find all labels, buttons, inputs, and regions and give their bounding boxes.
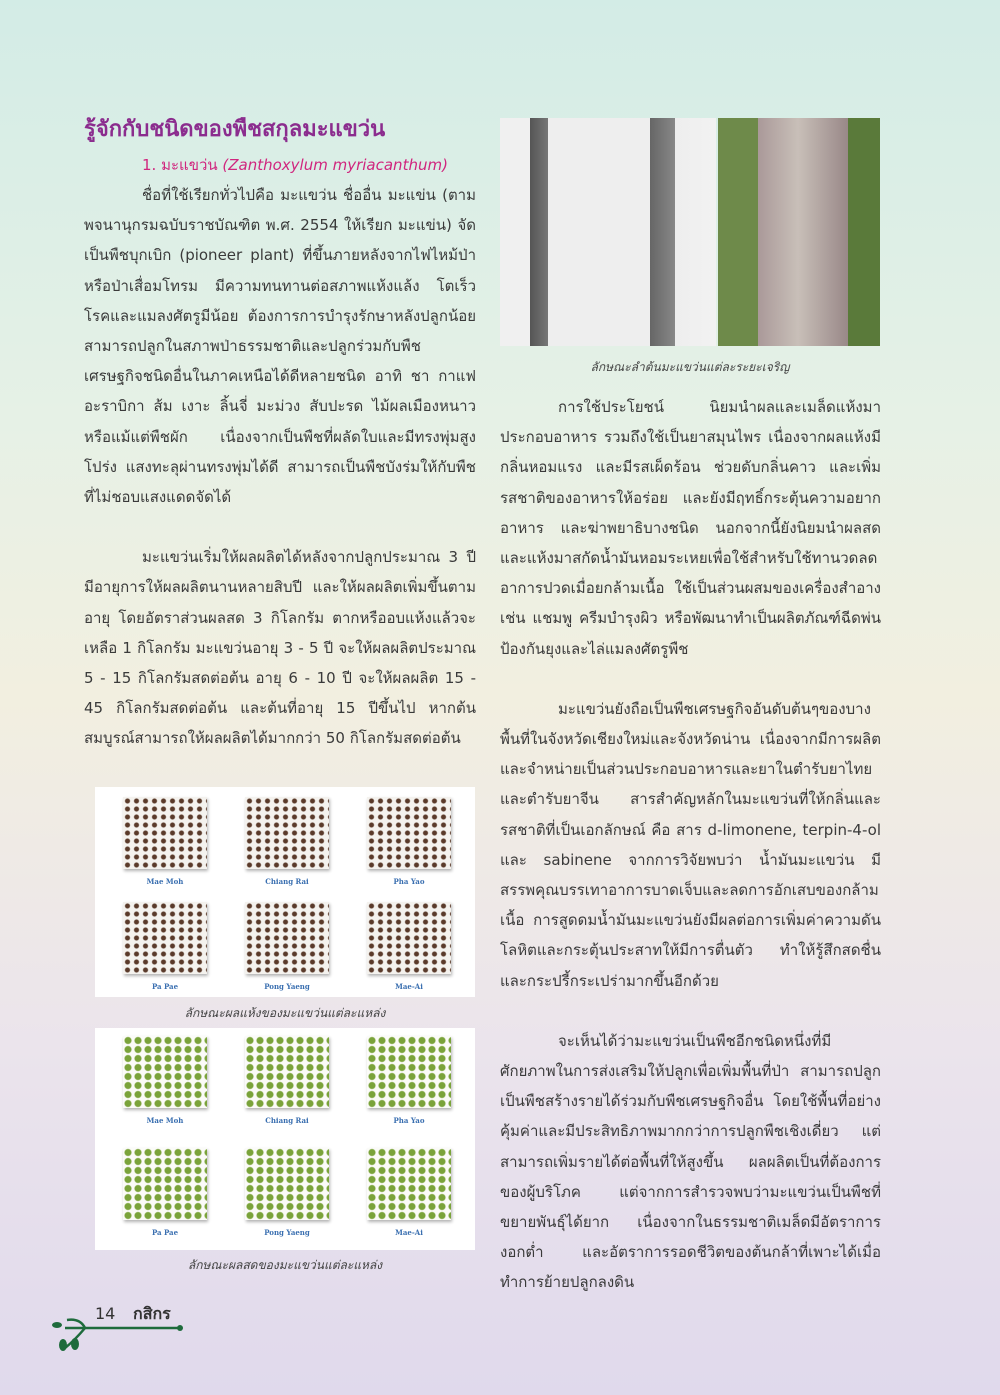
fruit-sample-photo xyxy=(245,1036,329,1108)
species-subheading xyxy=(84,150,476,180)
source-label: Mae Moh xyxy=(146,877,184,886)
source-label: Mae-Ai xyxy=(395,982,423,991)
paragraph: การใช้ประโยชน์ นิยมนำผลและเมล็ดแห้งมาประกอบอาหาร รวมถึงใช้เป็นยาสมุนไพร เนื่องจากผลแห้งมีกลิ่นหอมแรง และมีรสเผ็ดร้อน ช่วยดับกลิ่นคาว และเพิ่มรสชาติของอาหารให้อร่อย และยังมีฤทธิ์กระตุ้นความอยากอาหาร และฆ่าพยาธิบางชนิด นอกจากนี้ยังนิยมนำผลสดและแห้งมาสกัดน้ำมันหอมระเหยเพื่อใช้สำหรับใช้ทานวดลดอาการปวดเมื่อยกล้ามเนื้อ ใช้เป็นส่วนผสมของเครื่องสำอาง เช่น แชมพู ครีมบำรุงผิว หรือพัฒนาทำเป็นผลิตภัณฑ์ฉีดพ่นป้องกันยุงและไล่แมลงศัตรูพืช xyxy=(500,398,881,658)
paragraph: มะแขว่นยังถือเป็นพืชเศรษฐกิจอันดับต้นๆของบางพื้นที่ในจังหวัดเชียงใหม่และจังหวัดน่าน เนื่องจากมีการผลิตและจำหน่ายเป็นส่วนประกอบอาหารและยาในตำรับยาไทยและตำรับยาจีน สารสำคัญหลักในมะแขว่นที่ให้กลิ่นและรสชาติที่เป็นเอกลักษณ์ คือ สาร d-limonene, terpin-4-ol และ sabinene จากการวิจัยพบว่า น้ำมันมะแขว่น มีสรรพคุณบรรเทาอาการบาดเจ็บและลดการอักเสบของกล้ามเนื้อ การสูดดมน้ำมันมะแขว่นยังมีผลต่อการเพิ่มค่าความดันโลหิตและกระตุ้นประสาทให้มีการตื่นตัว ทำให้รู้สึกสดชื่นและกระปรี้กระเปร่ามากขึ้นอีกด้วย xyxy=(500,699,881,990)
paragraph: ชื่อที่ใช้เรียกทั่วไปคือ มะแขว่น ชื่ออื่น มะแข่น (ตามพจนานุกรมฉบับราชบัณฑิต พ.ศ. 2554 ให้เรียก มะแข่น) จัดเป็นพืชบุกเบิก (pioneer plant) ที่ขึ้นภายหลังจากไฟไหม้ป่าหรือป่าเสื่อมโทรม มีความทนทานต่อสภาพแห้งแล้ง โตเร็ว โรคและแมลงศัตรูมีน้อย ต้องการการบำรุงรักษาหลังปลูกน้อย สามารถปลูกในสภาพป่าธรรมชาติและปลูกร่วมกับพืชเศรษฐกิจชนิดอื่นในภาคเหนือได้ดีหลายชนิด อาทิ ชา กาแฟอะราบิกา ส้ม เงาะ ลิ้นจี่ มะม่วง สับปะรด ไม้ผลเมืองหนาว หรือแม้แต่พืชผัก เนื่องจากเป็นพืชที่ผลัดใบและมีทรงพุ่มสูงโปร่ง แสงทะลุผ่านทรงพุ่มได้ดี สามารถเป็นพืชบังร่มให้กับพืชที่ไม่ชอบแสงแดดจัดได้ xyxy=(84,186,476,507)
page-number: 14 xyxy=(95,1304,116,1323)
trunk-photos xyxy=(500,118,880,346)
page-footer xyxy=(45,1300,185,1355)
paragraph: จะเห็นได้ว่ามะแขว่นเป็นพืชอีกชนิดหนึ่งที่มีศักยภาพในการส่งเสริมให้ปลูกเพื่อเพิ่มพื้นที่ป่า สามารถปลูกเป็นพืชสร้างรายได้ร่วมกับพืชเศรษฐกิจอื่น โดยใช้พื้นที่อย่างคุ้มค่าและมีประสิทธิภาพมากกว่าการปลูกพืชเชิงเดี่ยว แต่สามารถเพิ่มรายได้ต่อพื้นที่ให้สูงขึ้น ผลผลิตเป็นที่ต้องการของผู้บริโภค แต่จากการสำรวจพบว่ามะแขว่นเป็นพืชที่ขยายพันธุ์ได้ยาก เนื่องจากในธรรมชาติเมล็ดมีอัตราการงอกต่ำ และอัตราการรอดชีวิตของต้นกล้าที่เพาะได้เมื่อทำการย้ายปลูกลงดิน xyxy=(500,1031,881,1292)
fruit-sample-photo xyxy=(367,902,451,974)
trunk-spikes-photo xyxy=(718,118,880,346)
stem-sketch-photo xyxy=(500,118,716,346)
fresh-fruit-caption: ลักษณะผลสดของมะแขว่นแต่ละแหล่ง xyxy=(187,1258,383,1272)
dry-fruit-figure xyxy=(95,787,475,997)
fruit-sample-photo xyxy=(123,902,207,974)
source-label: Mae Moh xyxy=(146,1116,184,1125)
source-label: Pa Pae xyxy=(151,982,179,991)
fruit-sample-photo xyxy=(367,797,451,869)
source-label: Pa Pae xyxy=(151,1228,179,1237)
left-column xyxy=(84,112,476,754)
fruit-sample-photo xyxy=(123,1036,207,1108)
source-label: Pha Yao xyxy=(393,1116,425,1125)
fruit-sample-photo xyxy=(245,797,329,869)
scientific-name: (Zanthoxylum myriacanthum) xyxy=(222,156,448,174)
fruit-sample-photo xyxy=(245,1148,329,1220)
trunk-caption: ลักษณะลำต้นมะแขว่นแต่ละระยะเจริญ xyxy=(590,360,790,374)
fruit-sample-photo xyxy=(367,1148,451,1220)
source-label: Mae-Ai xyxy=(395,1228,423,1237)
fresh-fruit-figure xyxy=(95,1028,475,1250)
paragraph: มะแขว่นเริ่มให้ผลผลิตได้หลังจากปลูกประมาณ 3 ปี มีอายุการให้ผลผลิตนานหลายสิบปี และให้ผลผลิตเพิ่มขึ้นตามอายุ โดยอัตราส่วนผลสด 3 กิโลกรัม ตากหรืออบแห้งแล้วจะเหลือ 1 กิโลกรัม มะแขว่นอายุ 3 - 5 ปี จะให้ผลผลิตประมาณ 5 - 15 กิโลกรัมสดต่อต้น อายุ 6 - 10 ปี จะให้ผลผลิต 15 - 45 กิโลกรัมสดต่อต้น และต้นที่อายุ 15 ปีขึ้นไป หากต้นสมบูรณ์สามารถให้ผลผลิตได้มากกว่า 50 กิโลกรัมสดต่อต้น xyxy=(84,548,476,748)
source-label: Chiang Rai xyxy=(265,1116,309,1125)
section-heading: รู้จักกับชนิดของพืชสกุลมะแขว่น xyxy=(84,117,386,142)
fruit-sample-photo xyxy=(123,1148,207,1220)
source-label: Chiang Rai xyxy=(265,877,309,886)
magazine-name: กสิกร xyxy=(133,1304,171,1323)
fruit-sample-photo xyxy=(245,902,329,974)
right-column xyxy=(500,392,881,1298)
source-label: Pha Yao xyxy=(393,877,425,886)
dry-fruit-caption: ลักษณะผลแห้งของมะแขว่นแต่ละแหล่ง xyxy=(184,1006,386,1020)
source-label: Pong Yaeng xyxy=(264,982,310,991)
species-number: 1. มะแขว่น xyxy=(142,156,218,174)
fruit-sample-photo xyxy=(123,797,207,869)
fruit-sample-photo xyxy=(367,1036,451,1108)
source-label: Pong Yaeng xyxy=(264,1228,310,1237)
